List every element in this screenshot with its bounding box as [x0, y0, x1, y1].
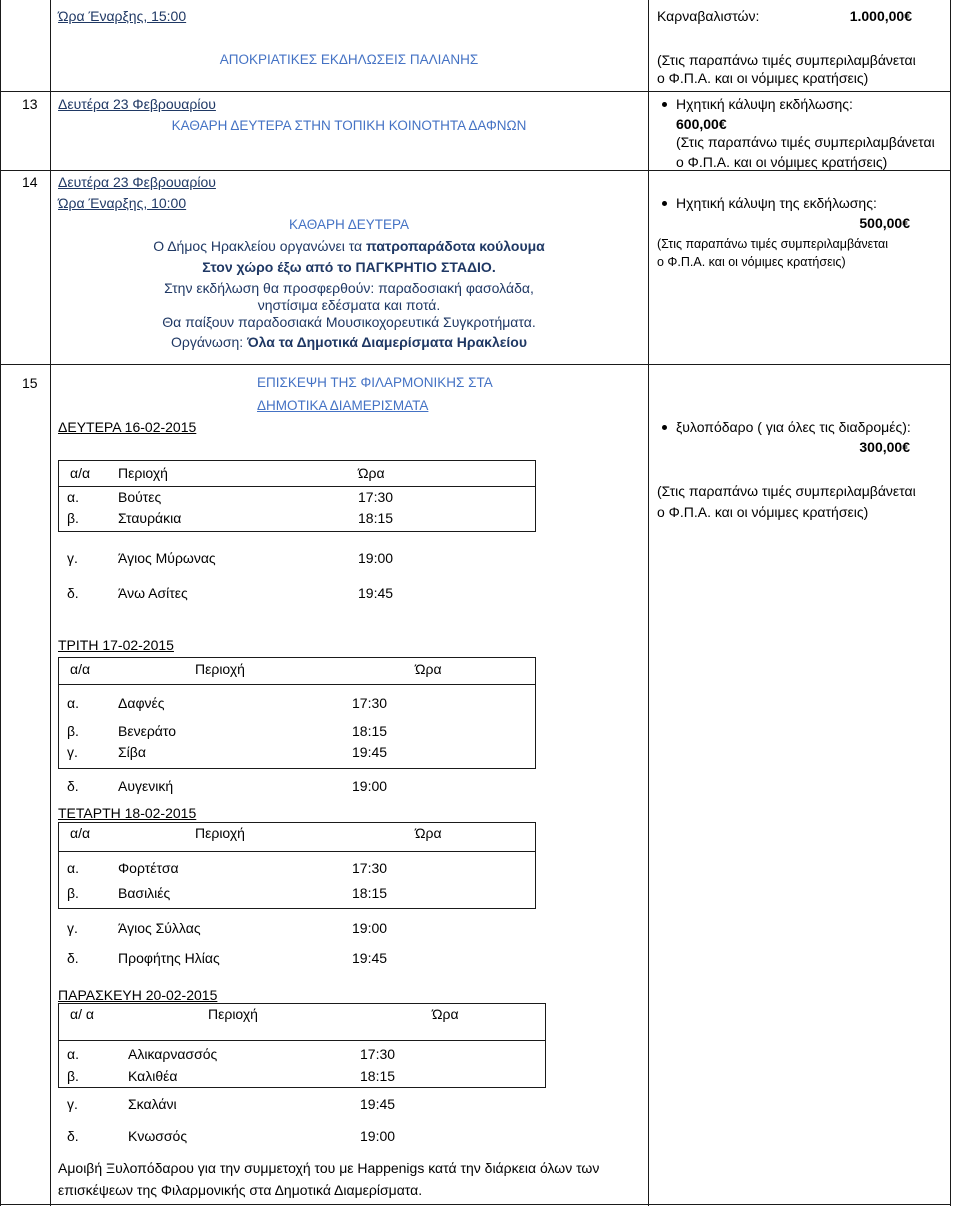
schedule-row-index: α.: [67, 860, 79, 876]
row14-organizer: Όλα τα Δημοτικά Διαμερίσματα Ηρακλείου: [247, 334, 527, 350]
row14-start-time: Ώρα Έναρξης, 10:00: [58, 195, 187, 211]
schedule-row-time: 17:30: [358, 489, 394, 505]
row14-date: Δευτέρα 23 Φεβρουαρίου: [58, 174, 216, 190]
schedule-row-area: Δαφνές: [118, 695, 165, 711]
schedule-row-index: δ.: [67, 778, 79, 794]
schedule-row-time: 19:00: [352, 778, 388, 794]
table-border-right: [950, 0, 951, 1206]
schedule-row-time: 17:30: [352, 860, 388, 876]
schedule-row-time: 18:15: [358, 510, 394, 526]
bullet-icon: [662, 201, 667, 206]
schedule-row-index: α.: [67, 489, 79, 505]
schedule-row-time: 19:45: [352, 744, 388, 760]
schedule-header-area: Περιοχή: [208, 1006, 258, 1022]
row14-description-line3: Στην εκδήλωση θα προσφερθούν: παραδοσιακή φασολάδα,: [164, 280, 534, 296]
schedule-row-time: 17:30: [352, 695, 388, 711]
row13-vat-note-line2: ο Φ.Π.Α. και οι νόμιμες κρατήσεις): [676, 154, 888, 170]
schedule-header-separator: [58, 486, 536, 487]
schedule-row-time: 19:00: [360, 1128, 396, 1144]
schedule-header-separator: [58, 684, 536, 685]
schedule-row-index: δ.: [67, 950, 79, 966]
row15-vat-note-line2: ο Φ.Π.Α. και οι νόμιμες κρατήσεις): [657, 504, 869, 520]
row13-date: Δευτέρα 23 Φεβρουαρίου: [58, 96, 216, 112]
row14-description-line1: [50, 237, 648, 255]
schedule-row-time: 19:00: [358, 550, 394, 566]
row14-cost-label: Ηχητική κάλυψη της εκδήλωσης:: [676, 195, 877, 211]
schedule-header-area: Περιοχή: [118, 465, 168, 481]
bullet-icon: [662, 102, 667, 107]
schedule-row-index: γ.: [67, 920, 78, 936]
schedule-row-index: γ.: [67, 550, 78, 566]
schedule-header-separator: [58, 851, 536, 852]
schedule-row-time: 18:15: [352, 885, 388, 901]
schedule-row-index: δ.: [67, 585, 79, 601]
row14-event-title: ΚΑΘΑΡΗ ΔΕΥΤΕΡΑ: [288, 217, 410, 232]
schedule-day-monday: ΔΕΥΤΕΡΑ 16-02-2015: [58, 419, 197, 435]
continuation-event-title: ΑΠΟΚΡΙΑΤΙΚΕΣ ΕΚΔΗΛΩΣΕΙΣ ΠΑΛΙΑΝΗΣ: [219, 52, 479, 67]
schedule-header-index: α/α: [70, 465, 91, 481]
schedule-header-separator: [58, 1040, 546, 1041]
schedule-header-time: Ώρα: [358, 465, 385, 481]
schedule-row-index: α.: [67, 1046, 79, 1062]
stilt-walker-fee-note-line2: επισκέψεων της Φιλαρμονικής στα Δημοτικά Διαμερίσματα.: [58, 1182, 423, 1198]
schedule-day-wednesday: ΤΕΤΑΡΤΗ 18-02-2015: [58, 805, 197, 821]
schedule-row-area: Σίβα: [118, 744, 146, 760]
schedule-row-area: Σκαλάνι: [128, 1096, 177, 1112]
schedule-row-area: Σταυράκια: [118, 510, 182, 526]
schedule-header-index: α/α: [70, 661, 91, 677]
schedule-row-index: β.: [67, 723, 79, 739]
continuation-start-time: Ώρα Έναρξης, 15:00: [58, 8, 187, 24]
row13-event-title: ΚΑΘΑΡΗ ΔΕΥΤΕΡΑ ΣΤΗΝ ΤΟΠΙΚΗ ΚΟΙΝΟΤΗΤΑ ΔΑΦΝΩΝ: [171, 118, 527, 133]
schedule-header-index: α/ α: [70, 1006, 94, 1022]
schedule-row-time: 17:30: [360, 1046, 396, 1062]
row15-event-title-line1: ΕΠΙΣΚΕΨΗ ΤΗΣ ΦΙΛΑΡΜΟΝΙΚΗΣ ΣΤΑ: [257, 375, 493, 390]
row14-vat-note-line2: ο Φ.Π.Α. και οι νόμιμες κρατήσεις): [657, 255, 846, 269]
stilt-walker-fee-note-line1: Αμοιβή Ξυλοπόδαρου για την συμμετοχή του με Happenigs κατά την διάρκεια όλων των: [58, 1160, 600, 1176]
row-separator-13: [0, 91, 951, 92]
row14-description-line5: Θα παίξουν παραδοσιακά Μουσικοχορευτικά Συγκροτήματα.: [162, 314, 536, 330]
schedule-row-area: Προφήτης Ηλίας: [118, 950, 220, 966]
schedule-day-friday: ΠΑΡΑΣΚΕΥΗ 20-02-2015: [58, 987, 218, 1003]
continuation-cost-label: Καρναβαλιστών:: [657, 8, 760, 24]
row-number-14: 14: [22, 174, 38, 190]
schedule-header-time: Ώρα: [415, 661, 442, 677]
schedule-row-index: γ.: [67, 744, 78, 760]
table-border-left: [0, 0, 1, 1206]
schedule-row-area: Άγιος Μύρωνας: [118, 550, 216, 566]
schedule-row-area: Αυγενική: [118, 778, 174, 794]
schedule-row-index: β.: [67, 510, 79, 526]
row14-vat-note-line1: (Στις παραπάνω τιμές συμπεριλαμβάνεται: [657, 237, 888, 251]
schedule-row-time: 18:15: [360, 1068, 396, 1084]
table-border-bottom: [0, 1204, 951, 1205]
row-number-13: 13: [22, 96, 38, 112]
schedule-row-index: β.: [67, 1068, 79, 1084]
row14-organizer-line: [50, 333, 648, 351]
row14-description-location: Στον χώρο έξω από το ΠΑΓΚΡΗΤΙΟ ΣΤΑΔΙΟ.: [202, 259, 496, 275]
continuation-vat-note-line2: ο Φ.Π.Α. και οι νόμιμες κρατήσεις): [657, 70, 869, 86]
bullet-icon: [662, 425, 667, 430]
schedule-row-area: Καλιθέα: [128, 1068, 178, 1084]
schedule-header-time: Ώρα: [415, 825, 442, 841]
schedule-row-index: β.: [67, 885, 79, 901]
table-divider-number-column: [50, 0, 51, 1206]
row13-cost-amount: 600,00€: [676, 116, 727, 132]
row15-cost-label: ξυλοπόδαρο ( για όλες τις διαδρομές):: [676, 419, 911, 435]
schedule-row-area: Φορτέτσα: [118, 860, 179, 876]
schedule-row-area: Κνωσσός: [128, 1128, 188, 1144]
row14-organizer-label: Οργάνωση:: [170, 334, 244, 350]
schedule-row-time: 19:45: [358, 585, 394, 601]
row14-description-line1-bold: πατροπαράδοτα κούλουμα: [366, 238, 545, 254]
row14-description-line4: νηστίσιμα εδέσματα και ποτά.: [257, 297, 441, 313]
schedule-row-area: Άνω Ασίτες: [118, 585, 188, 601]
schedule-row-time: 19:45: [352, 950, 388, 966]
schedule-row-area: Αλικαρνασσός: [128, 1046, 218, 1062]
row13-vat-note-line1: (Στις παραπάνω τιμές συμπεριλαμβάνεται: [676, 134, 935, 150]
schedule-row-area: Βούτες: [118, 489, 162, 505]
row15-event-title-line2: ΔΗΜΟΤΙΚΑ ΔΙΑΜΕΡΙΣΜΑΤΑ: [257, 398, 429, 413]
schedule-row-time: 19:45: [360, 1096, 396, 1112]
schedule-row-index: γ.: [67, 1096, 78, 1112]
row13-cost-label: Ηχητική κάλυψη εκδήλωσης:: [676, 96, 853, 112]
continuation-vat-note-line1: (Στις παραπάνω τιμές συμπεριλαμβάνεται: [657, 52, 916, 68]
schedule-header-area: Περιοχή: [195, 825, 245, 841]
schedule-header-index: α/α: [70, 825, 91, 841]
table-divider-cost-column: [648, 0, 649, 1206]
schedule-row-area: Βασιλιές: [118, 885, 171, 901]
schedule-row-time: 19:00: [352, 920, 388, 936]
row15-vat-note-line1: (Στις παραπάνω τιμές συμπεριλαμβάνεται: [657, 483, 916, 499]
schedule-row-area: Άγιος Σύλλας: [118, 920, 201, 936]
continuation-cost-amount: 1.000,00€: [849, 8, 912, 24]
row14-cost-amount: 500,00€: [859, 215, 910, 231]
schedule-row-index: δ.: [67, 1128, 79, 1144]
schedule-day-tuesday: ΤΡΙΤΗ 17-02-2015: [58, 637, 174, 653]
row14-description-line1-plain: Ο Δήμος Ηρακλείου οργανώνει τα: [153, 238, 363, 254]
schedule-row-time: 18:15: [352, 723, 388, 739]
schedule-header-area: Περιοχή: [195, 661, 245, 677]
schedule-row-area: Βενεράτο: [118, 723, 176, 739]
schedule-header-time: Ώρα: [432, 1006, 459, 1022]
schedule-row-index: α.: [67, 695, 79, 711]
row-number-15: 15: [22, 375, 38, 391]
row-separator-15: [0, 364, 951, 365]
row15-cost-amount: 300,00€: [859, 439, 910, 455]
